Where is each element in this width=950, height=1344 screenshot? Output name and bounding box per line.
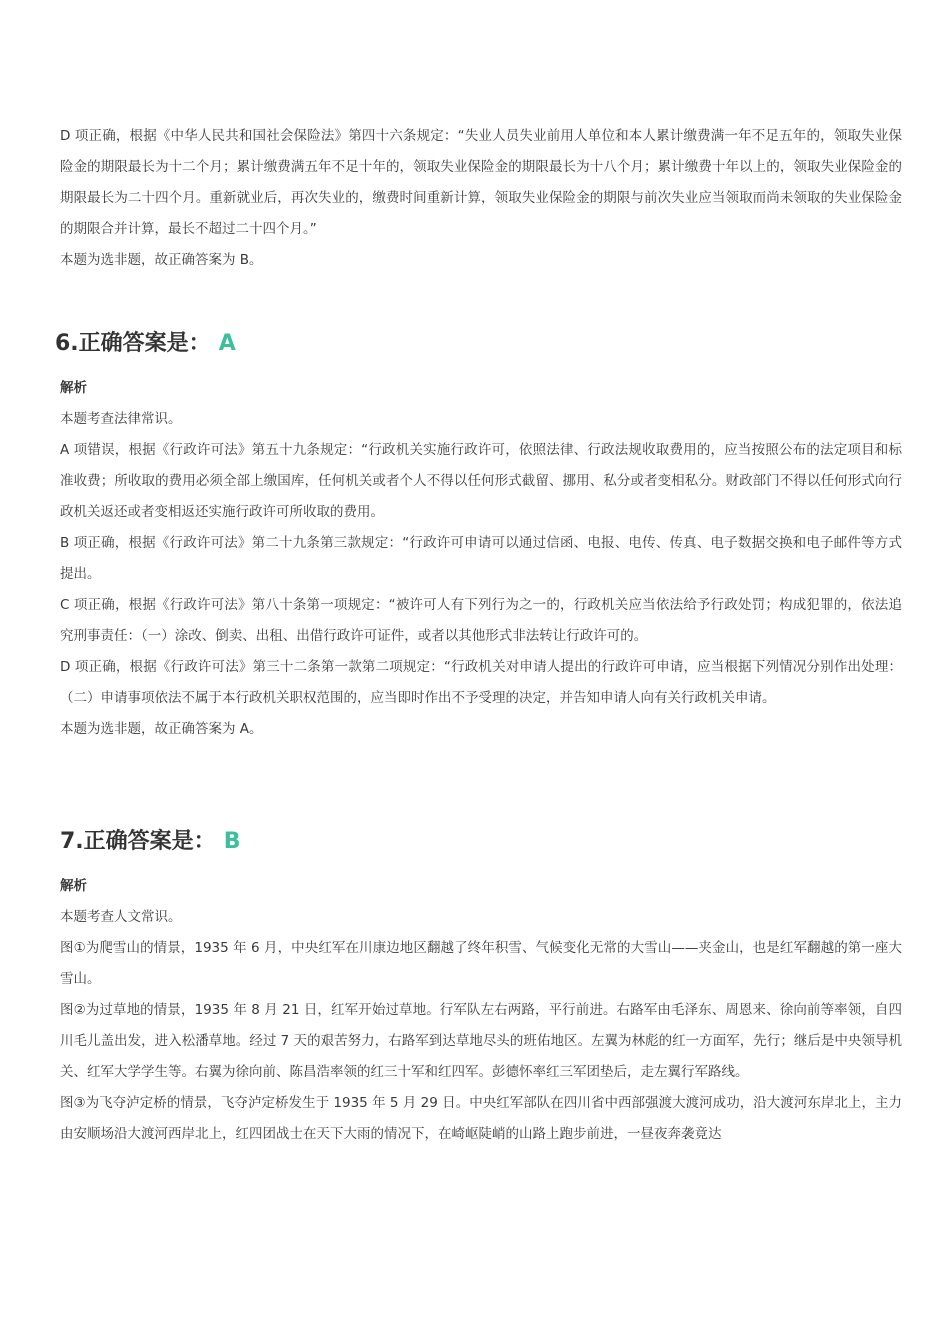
question-7-heading	[60, 827, 902, 857]
paragraph: 图②为过草地的情景，1935 年 8 月 21 日，红军开始过草地。行军队左右两路，平行前进。右路军由毛泽东、周恩来、徐向前等率领，自四川毛儿盖出发，进入松潘草地。经过 7 天的艰苦努力，右路军到达草地尽头的班佑地区。左翼为林彪的红一方面军，先行；继后是中央领导机关、红军大学学生等。右翼为徐向前、陈昌浩率领的红三十军和红四军。彭德怀率红三军团垫后，走左翼行军路线。	[60, 1002, 902, 1080]
question-7-analysis	[60, 871, 902, 1150]
paragraph: D 项正确，根据《行政许可法》第三十二条第一款第二项规定：“行政机关对申请人提出的行政许可申请，应当根据下列情况分别作出处理：（二）申请事项依法不属于本行政机关职权范围的，应当即时作出不予受理的决定，并告知申请人向有关行政机关申请。	[60, 659, 902, 706]
paragraph: 本题考查人文常识。	[60, 909, 182, 925]
paragraph: C 项正确，根据《行政许可法》第八十条第一项规定：“被许可人有下列行为之一的，行政机关应当依法给予行政处罚；构成犯罪的，依法追究刑事责任：（一）涂改、倒卖、出租、出借行政许可证件，或者以其他形式非法转让行政许可的。	[60, 597, 902, 644]
answer-letter: A	[218, 331, 236, 356]
paragraph: 本题为选非题，故正确答案为 A。	[60, 721, 263, 737]
paragraph: D 项正确，根据《中华人民共和国社会保险法》第四十六条规定：“失业人员失业前用人单位和本人累计缴费满一年不足五年的，领取失业保险金的期限最长为十二个月；累计缴费满五年不足十年的，领取失业保险金的期限最长为十八个月；累计缴费十年以上的，领取失业保险金的期限最长为二十四个月。重新就业后，再次失业的，缴费时间重新计算，领取失业保险金的期限与前次失业应当领取而尚未领取的失业保险金的期限合并计算，最长不超过二十四个月。”	[60, 128, 902, 237]
paragraph: B 项正确，根据《行政许可法》第二十九条第三款规定：“行政许可申请可以通过信函、电报、电传、传真、电子数据交换和电子邮件等方式提出。	[60, 535, 902, 582]
paragraph: 本题考查法律常识。	[60, 411, 182, 427]
heading-number: 7.	[60, 829, 84, 854]
heading-label: 正确答案是：	[78, 331, 211, 356]
paragraph: 图③为飞夺泸定桥的情景，飞夺泸定桥发生于 1935 年 5 月 29 日。中央红军部队在四川省中西部强渡大渡河成功，沿大渡河东岸北上，主力由安顺场沿大渡河西岸北上，红四团战士在天下大雨的情况下，在崎岖陡峭的山路上跑步前进，一昼夜奔袭竟达	[60, 1095, 902, 1142]
top-section	[60, 121, 902, 276]
question-6-heading	[55, 329, 897, 359]
analysis-label: 解析	[60, 878, 87, 894]
answer-letter: B	[223, 829, 241, 854]
analysis-label: 解析	[60, 380, 87, 396]
paragraph: A 项错误，根据《行政许可法》第五十九条规定：“行政机关实施行政许可，依照法律、行政法规收取费用的，应当按照公布的法定项目和标准收费；所收取的费用必须全部上缴国库，任何机关或者个人不得以任何形式截留、挪用、私分或者变相私分。财政部门不得以任何形式向行政机关返还或者变相返还实施行政许可所收取的费用。	[60, 442, 902, 520]
paragraph: 本题为选非题，故正确答案为 B。	[60, 252, 263, 268]
heading-label: 正确答案是：	[83, 829, 216, 854]
question-6-analysis	[60, 373, 902, 745]
heading-number: 6.	[55, 331, 79, 356]
paragraph: 图①为爬雪山的情景，1935 年 6 月，中央红军在川康边地区翻越了终年积雪、气候变化无常的大雪山——夹金山，也是红军翻越的第一座大雪山。	[60, 940, 902, 987]
